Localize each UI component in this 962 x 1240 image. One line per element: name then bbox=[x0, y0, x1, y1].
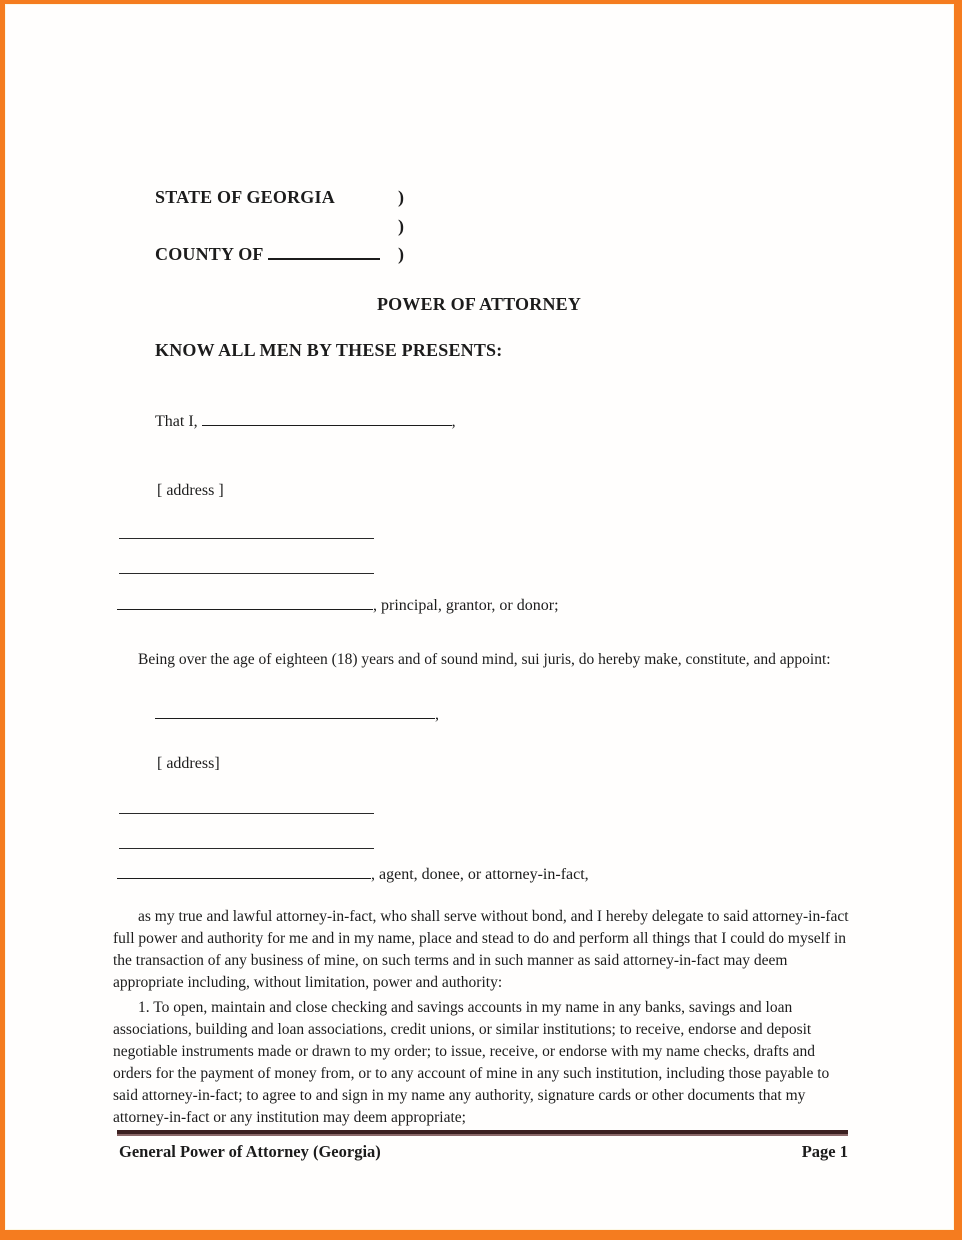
document-title: POWER OF ATTORNEY bbox=[376, 294, 582, 314]
principal-designation-tail: , principal, grantor, or donor; bbox=[373, 597, 559, 614]
presents-heading: KNOW ALL MEN BY THESE PRESENTS: bbox=[155, 340, 503, 360]
caption-paren-3: ) bbox=[398, 244, 405, 264]
county-blank-line bbox=[268, 245, 380, 260]
delegation-paragraph: as my true and lawful attorney-in-fact, who shall serve without bond, and I hereby delegate to said attorney-in-fact full power and authority for me and in my name, place and stead to do and perform all things that I could do myself in the transaction of any business of mine, on such terms and in such manner as said attorney-in-fact may deem appropriate including, without limitation, power and authority: bbox=[113, 908, 849, 991]
state-caption: STATE OF GEORGIA bbox=[155, 187, 335, 207]
agent-address-line-1 bbox=[119, 813, 374, 814]
principal-name-line bbox=[155, 411, 456, 433]
agent-designation-line bbox=[117, 864, 589, 886]
agent-designation-tail: , agent, donee, or attorney-in-fact, bbox=[371, 866, 589, 883]
principal-address-label: [ address ] bbox=[157, 482, 224, 499]
footer-row bbox=[119, 1141, 848, 1163]
principal-address-line-2 bbox=[119, 573, 374, 574]
county-caption-label: COUNTY OF bbox=[155, 244, 263, 264]
principal-designation-blank bbox=[117, 596, 373, 610]
footer-rule bbox=[117, 1130, 848, 1136]
principal-name-blank bbox=[202, 412, 452, 426]
agent-address-label: [ address] bbox=[157, 755, 220, 772]
footer-doc-title: General Power of Attorney (Georgia) bbox=[119, 1142, 381, 1161]
caption-paren-2: ) bbox=[398, 216, 405, 236]
appointment-intro-paragraph: Being over the age of eighteen (18) years and of sound mind, sui juris, do hereby make, constitute, and appoint: bbox=[138, 651, 831, 668]
powers-item-1-paragraph: 1. To open, maintain and close checking and savings accounts in my name in any banks, savings and loan associations, building and loan associations, credit unions, or similar institutions; to receive, endorse and deposit negotiable instruments made or drawn to my order; to issue, receive, or endorse with my name checks, drafts and orders for the payment of money from, or to any account of mine in any such institution, including those payable to said attorney-in-fact; to agree to and sign in my name any authority, signature cards or other documents that my attorney-in-fact or any institution may deem appropriate; bbox=[113, 999, 830, 1126]
agent-address-line-2 bbox=[119, 848, 374, 849]
principal-address-line-1 bbox=[119, 538, 374, 539]
agent-name-line bbox=[155, 704, 439, 726]
principal-name-comma: , bbox=[451, 413, 456, 430]
agent-name-comma: , bbox=[435, 706, 439, 723]
caption-paren-1: ) bbox=[398, 187, 405, 207]
agent-designation-blank bbox=[117, 865, 371, 879]
principal-designation-line bbox=[117, 595, 559, 617]
county-caption bbox=[155, 243, 380, 265]
footer-page-number: Page 1 bbox=[801, 1142, 848, 1161]
that-i-label: That I, bbox=[155, 413, 198, 430]
agent-name-blank bbox=[155, 705, 435, 719]
